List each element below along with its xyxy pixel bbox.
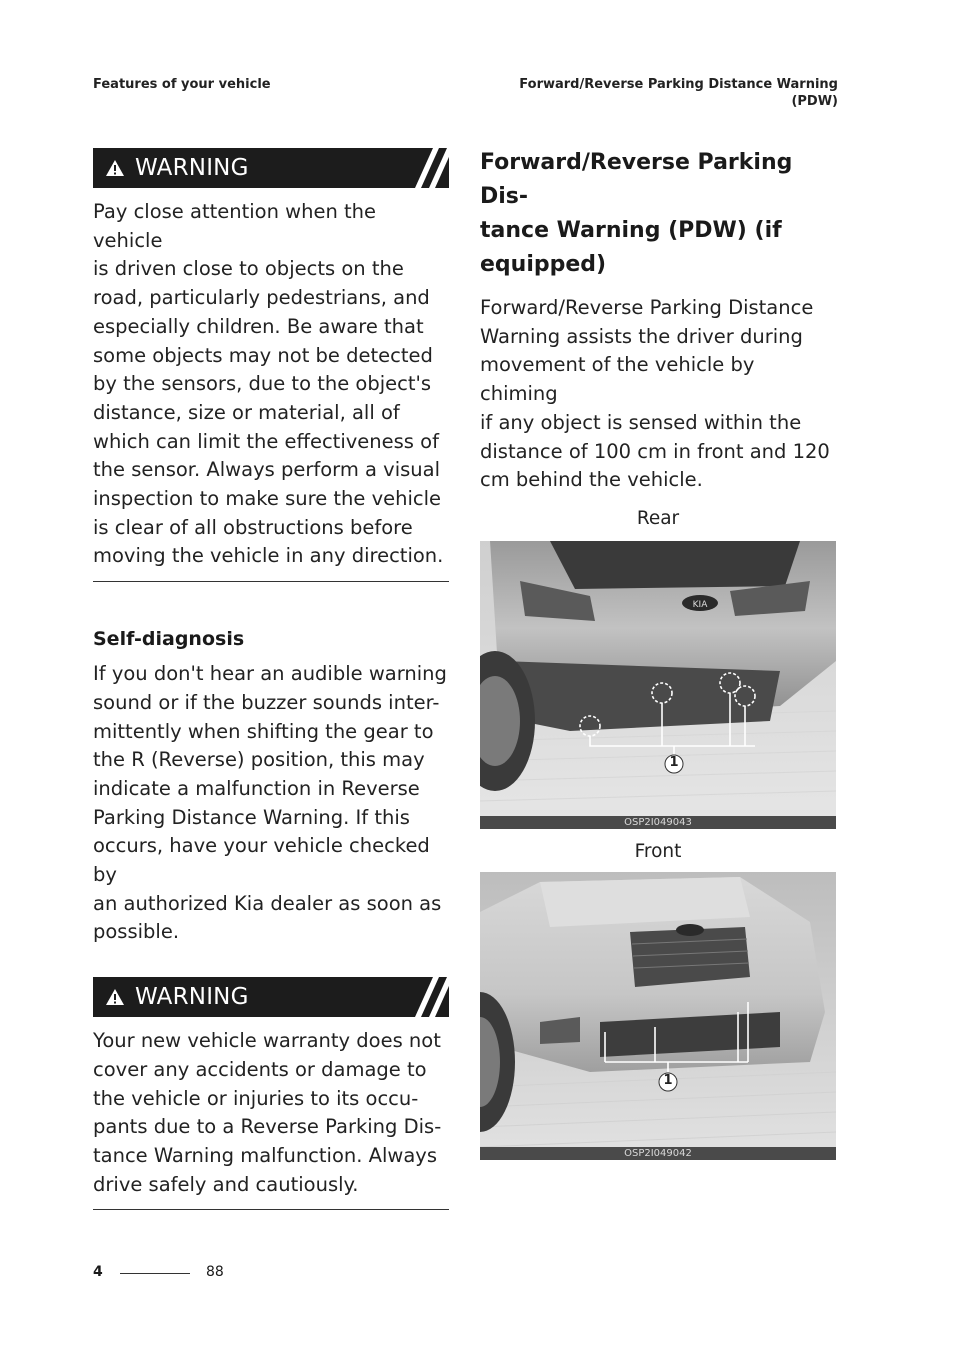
text-line: pants due to a Reverse Parking Dis- (93, 1115, 442, 1139)
text-line: is clear of all obstructions before (93, 515, 413, 539)
text-line: Your new vehicle warranty does not (93, 1029, 441, 1053)
warning-banner-2-label: WARNING (135, 984, 249, 1011)
section-title-line: equipped) (480, 252, 607, 277)
running-header-right (519, 76, 838, 110)
text-line: by the sensors, due to the object's (93, 372, 432, 396)
warning-2-text (93, 1027, 449, 1199)
text-line: road, particularly pedestrians, and (93, 286, 430, 310)
text-line: Parking Distance Warning. If this (93, 805, 410, 829)
rear-sensor-figure (480, 541, 836, 829)
rear-figure-label: Rear (636, 507, 680, 529)
text-line: distance, size or material, all of (93, 400, 400, 424)
warning-banner-2 (93, 977, 449, 1017)
section-title-line: Forward/Reverse Parking Dis- (480, 150, 793, 209)
rear-callout-number: 1 (669, 754, 679, 770)
running-header-right-line1: Forward/Reverse Parking Distance Warning (519, 77, 838, 92)
right-column (480, 146, 836, 1160)
section-title (480, 146, 836, 282)
text-line: occurs, have your vehicle checked by (93, 834, 430, 887)
text-line: which can limit the effectiveness of (93, 429, 439, 453)
front-figure-label: Front (634, 840, 682, 862)
text-line: tance Warning malfunction. Always (93, 1143, 438, 1167)
front-figure-caption: OSP2I049042 (480, 1147, 836, 1160)
warning-1-text (93, 198, 449, 571)
warning-slash-decoration (389, 977, 449, 1017)
footer-chapter-number: 4 (93, 1264, 103, 1280)
text-line: Pay close attention when the vehicle (93, 200, 377, 252)
text-line: the R (Reverse) position, this may (93, 748, 425, 772)
running-header-right-line2: (PDW) (791, 94, 838, 109)
warning-slash-decoration (389, 148, 449, 188)
self-diagnosis-heading: Self-diagnosis (93, 628, 245, 651)
front-callout-number: 1 (663, 1072, 673, 1088)
text-line: sound or if the buzzer sounds inter- (93, 690, 440, 714)
text-line: cm behind the vehicle. (480, 468, 703, 492)
warning-2-rule (93, 1209, 449, 1210)
text-line: if any object is sensed within the (480, 410, 802, 434)
text-line: the sensor. Always perform a visual (93, 458, 441, 482)
text-line: some objects may not be detected (93, 343, 433, 367)
svg-text:KIA: KIA (692, 599, 708, 610)
text-line: movement of the vehicle by chiming (480, 353, 755, 406)
running-header-left: Features of your vehicle (93, 77, 271, 92)
warning-triangle-icon (105, 158, 125, 178)
footer-rule (120, 1273, 190, 1274)
text-line: indicate a malfunction in Reverse (93, 776, 420, 800)
rear-vehicle-illustration (480, 541, 836, 829)
text-line: the vehicle or injuries to its occu- (93, 1086, 419, 1110)
text-line: mittently when shifting the gear to (93, 719, 434, 743)
warning-triangle-icon (105, 987, 125, 1007)
front-sensor-figure (480, 872, 836, 1160)
footer-page-number: 88 (206, 1264, 224, 1280)
text-line: especially children. Be aware that (93, 314, 424, 338)
left-column (93, 148, 449, 1210)
text-line: distance of 100 cm in front and 120 (480, 439, 830, 463)
text-line: an authorized Kia dealer as soon as (93, 891, 442, 915)
text-line: Warning assists the driver during (480, 324, 803, 348)
warning-banner-1-label: WARNING (135, 155, 249, 181)
text-line: Forward/Reverse Parking Distance (480, 296, 814, 319)
rear-figure-caption: OSP2I049043 (480, 816, 836, 829)
section-intro-text (480, 294, 836, 495)
warning-1-rule (93, 581, 449, 582)
text-line: drive safely and cautiously. (93, 1172, 359, 1196)
self-diagnosis-text (93, 660, 449, 947)
text-line: cover any accidents or damage to (93, 1057, 427, 1081)
section-title-line: tance Warning (PDW) (if (480, 218, 782, 243)
text-line: inspection to make sure the vehicle (93, 487, 442, 511)
text-line: If you don't hear an audible warning (93, 662, 447, 686)
text-line: is driven close to objects on the (93, 257, 404, 281)
front-vehicle-illustration (480, 872, 836, 1160)
text-line: possible. (93, 920, 180, 944)
warning-banner-1 (93, 148, 449, 188)
text-line: moving the vehicle in any direction. (93, 544, 444, 568)
